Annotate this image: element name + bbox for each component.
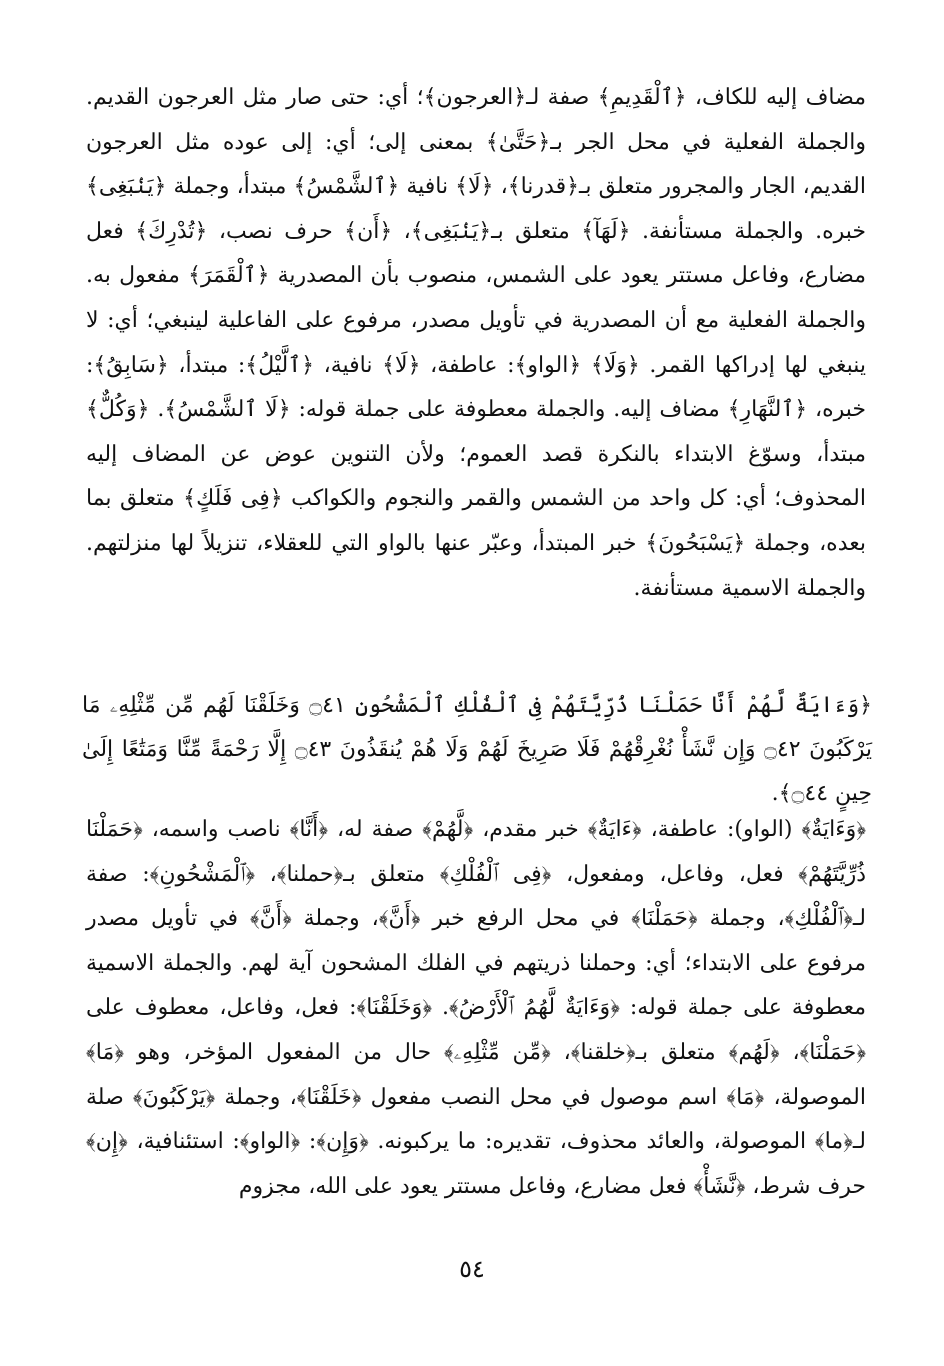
commentary-paragraph-2: ﴿وَءَايَةٌ﴾ (الواو): عاطفة، ﴿ءَايَةٌ﴾ خبر مقدم، ﴿لَّهُمْ﴾ صفة له، ﴿أَنَّا﴾ ناصب واسمه، ﴿حَمَلْنَا ذُرِّيَّتَهُمْ﴾ فعل، وفاعل، ومفعول، ﴿فِى ٱلْفُلْكِ﴾ متعلق بـ﴿حملنا﴾، ﴿ٱلْمَشْحُونِ﴾: صفة لـ﴿ٱلْفُلْكِ﴾، وجملة ﴿حَمَلْنَا﴾ في محل الرفع خبر ﴿أَنَّ﴾، وجملة ﴿أَنَّ﴾ في تأويل مصدر مرفوع على الابتداء؛ أي: وحملنا ذريتهم في الفلك المشحون آية لهم. والجملة الاسمية معطوفة على جملة قوله: ﴿وَءَايَةٌ لَّهُمُ ٱلْأَرْضُ﴾. ﴿وَخَلَقْنَا﴾: فعل، وفاعل، معطوف على ﴿حَمَلْنَا﴾، ﴿لَهُم﴾ متعلق بـ﴿خلقنا﴾، ﴿مِّن مِّثْلِهِۦ﴾ حال من المفعول المؤخر، وهو ﴿مَا﴾ الموصولة، ﴿مَا﴾ اسم موصول في محل النصب مفعول ﴿خَلَقْنَا﴾، وجملة ﴿يَرْكَبُونَ﴾ صلة لـ﴿ما﴾ الموصولة، والعائد محذوف، تقديره: ما يركبونه. ﴿وَإِن﴾: ﴿الواو﴾: استئنافية، ﴿إِن﴾ حرف شرط، ﴿نَّشَأْ﴾ فعل مضارع، وفاعل مستتر يعود على الله، مجزوم — [86, 817, 866, 1199]
quran-verse-block: ﴿وَءَايَةٌ لَّهُمْ أَنَّا حَمَلْنَا ذُرِّيَّتَهُمْ فِى ٱلْفُلْكِ ٱلْمَشْحُونِ ۝٤١ وَخَلَقْنَا لَهُم مِّن مِّثْلِهِۦ مَا يَرْكَبُونَ ۝٤٢ وَإِن نَّشَأْ نُغْرِقْهُمْ فَلَا صَرِيخَ لَهُمْ وَلَا هُمْ يُنقَذُونَ ۝٤٣ إِلَّا رَحْمَةً مِّنَّا وَمَتَٰعًا إِلَىٰ حِينٍ ۝٤٤﴾. — [82, 693, 872, 806]
commentary-paragraph-1: مضاف إليه للكاف، ﴿ٱلْقَدِيمِ﴾ صفة لـ﴿العرجون﴾؛ أي: حتى صار مثل العرجون القديم. والجملة الفعلية في محل الجر بـ﴿حَتَّىٰ﴾ بمعنى إلى؛ أي: إلى عوده مثل العرجون القديم، الجار والمجرور متعلق بـ﴿قدرنا﴾، ﴿لَا﴾ نافية ﴿ٱلشَّمْسُ﴾ مبتدأ، وجملة ﴿يَنۢبَغِى﴾ خبره. والجملة مستأنفة. ﴿لَهَآ﴾ متعلق بـ﴿يَنۢبَغِى﴾، ﴿أَن﴾ حرف نصب، ﴿تُدْرِكَ﴾ فعل مضارع، وفاعل مستتر يعود على الشمس، منصوب بأن المصدرية ﴿ٱلْقَمَرَ﴾ مفعول به. والجملة الفعلية مع أن المصدرية في تأويل مصدر، مرفوع على الفاعلية لينبغي؛ أي: لا ينبغي لها إدراكها القمر. ﴿وَلَا﴾ ﴿الواو﴾: عاطفة، ﴿لَا﴾ نافية، ﴿ٱلَّيْلُ﴾: مبتدأ، ﴿سَابِقُ﴾: خبره، ﴿ٱلنَّهَارِ﴾ مضاف إليه. والجملة معطوفة على جملة قوله: ﴿لَا ٱلشَّمْسُ﴾. ﴿وَكُلٌّ﴾ مبتدأ، وسوّغ الابتداء بالنكرة قصد العموم؛ ولأن التنوين عوض عن المضاف إليه المحذوف؛ أي: كل واحد من الشمس والقمر والنجوم والكواكب ﴿فِى فَلَكٍ﴾ متعلق بما بعده، وجملة ﴿يَسْبَحُونَ﴾ خبر المبتدأ، وعبّر عنها بالواو التي للعقلاء، تنزيلاً لها منزلتهم. والجملة الاسمية مستأنفة. — [86, 85, 866, 601]
page-number: ٥٤ — [459, 1255, 485, 1283]
